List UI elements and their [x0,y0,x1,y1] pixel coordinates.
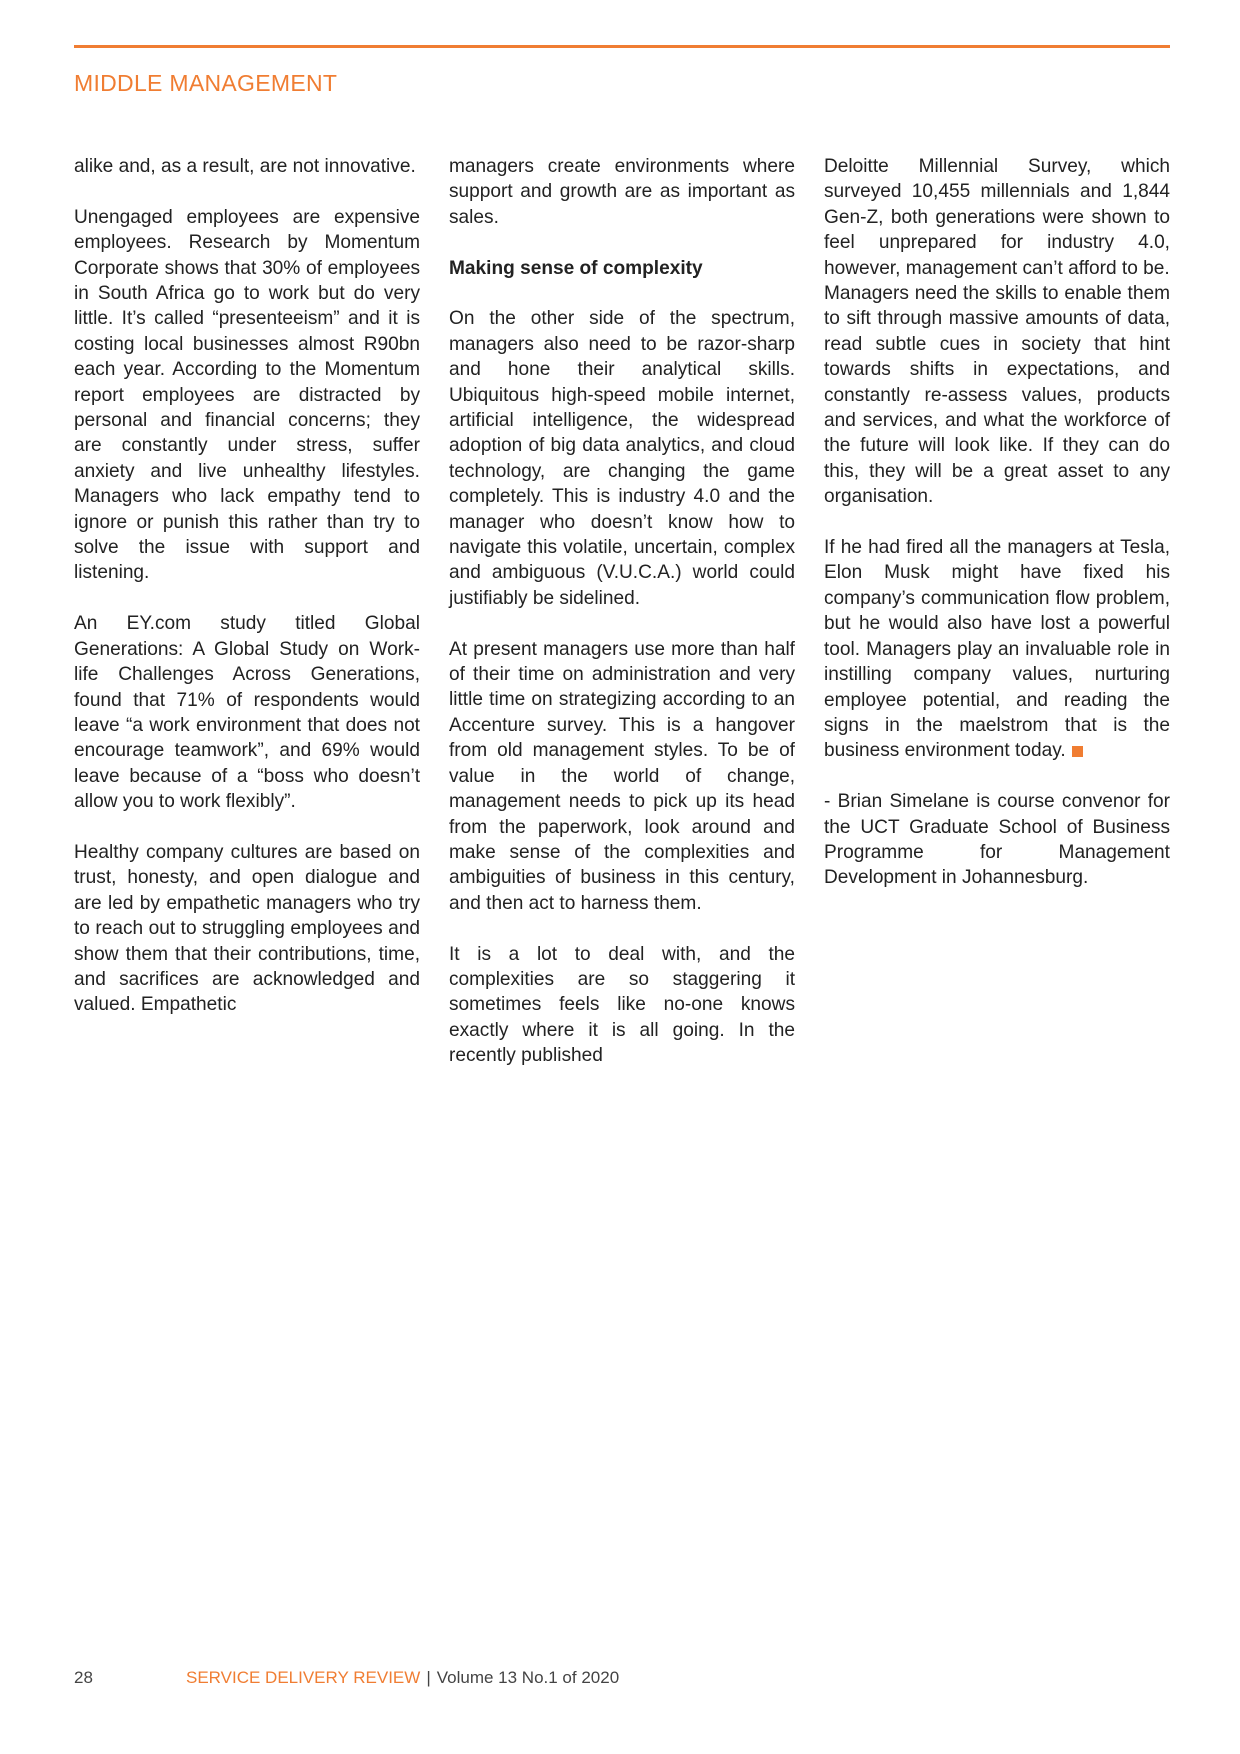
end-of-article-mark [1072,746,1083,757]
footer-separator: | [426,1668,431,1687]
issue-info: Volume 13 No.1 of 2020 [436,1668,620,1687]
paragraph: Unengaged employees are expensive employees. Research by Momentum Corporate shows that 30% of employees in South Africa go to work but do very little. It’s called “presenteeism” and it is costing local businesses almost R90bn each year. According to the Momentum report employees are distracted by personal and financial concerns; they are constantly under stress, suffer anxiety and live unhealthy lifestyles. Managers who lack empathy tend to ignore or punish this rather than try to solve the issue with support and listening. [74,206,420,584]
paragraph: Deloitte Millennial Survey, which surveyed 10,455 millennials and 1,844 Gen-Z, both generations were shown to feel unprepared for industry 4.0, however, management can’t afford to be. [824,156,1170,279]
paragraph: Healthy company cultures are based on trust, honesty, and open dialogue and are led by empathetic managers who try to reach out to struggling employees and show them that their contributions, time, and sacrifices are acknowledged and valued. Empathetic [74,841,420,1016]
subheading: Making sense of complexity [449,257,703,279]
page-footer [74,1668,619,1688]
paragraph: An EY.com study titled Global Generations: A Global Study on Work-life Challenges Across Generations, found that 71% of respondents would leave “a work environment that does not encourage teamwork”, and 69% would leave because of a “boss who doesn’t allow you to work flexibly”. [74,613,420,813]
paragraph: alike and, as a result, are not innovative. [74,156,416,177]
page-number: 28 [74,1668,93,1687]
paragraph: Managers need the skills to enable them to sift through massive amounts of data, read subtle cues in society that hint towards shifts in expectations, and constantly re-assess values, products and services, and what the workforce of the future will look like. If they can do this, they will be a great asset to any organisation. [824,283,1170,508]
paragraph: On the other side of the spectrum, managers also need to be razor-sharp and hone their analytical skills. Ubiquitous high-speed mobile internet, artificial intelligence, the widespread adoption of big data analytics, and cloud technology, are changing the game completely. This is industry 4.0 and the manager who doesn’t know how to navigate this volatile, uncertain, complex and ambiguous (V.U.C.A.) world could justifiably be sidelined. [449,308,795,609]
column-2 [449,154,795,1094]
paragraph-text: If he had fired all the managers at Tesla, Elon Musk might have fixed his company’s communication flow problem, but he would also have lost a powerful tool. Managers play an invaluable role in instilling company values, nurturing employee potential, and reading the signs in the maelstrom that is the business environment today. [824,537,1170,762]
header-rule [74,45,1170,48]
section-title: MIDDLE MANAGEMENT [74,70,338,96]
paragraph [824,535,1170,764]
article-body [74,154,1170,1094]
column-3 [824,154,1170,1094]
paragraph: At present managers use more than half of their time on administration and very little time on strategizing according to an Accenture survey. This is a hangover from old management styles. To be of value in the world of change, management needs to pick up its head from the paperwork, look around and make sense of the complexities and ambiguities of business in this century, and then act to harness them. [449,638,795,914]
column-1 [74,154,420,1094]
paragraph: managers create environments where support and growth are as important as sales. [449,156,795,228]
publication-name: SERVICE DELIVERY REVIEW [186,1668,421,1687]
paragraph: It is a lot to deal with, and the complexities are so staggering it sometimes feels like no-one knows exactly where it is all going. In the recently published [449,943,795,1067]
author-bio: - Brian Simelane is course convenor for the UCT Graduate School of Business Programme for Management Development in Johannesburg. [824,791,1170,889]
